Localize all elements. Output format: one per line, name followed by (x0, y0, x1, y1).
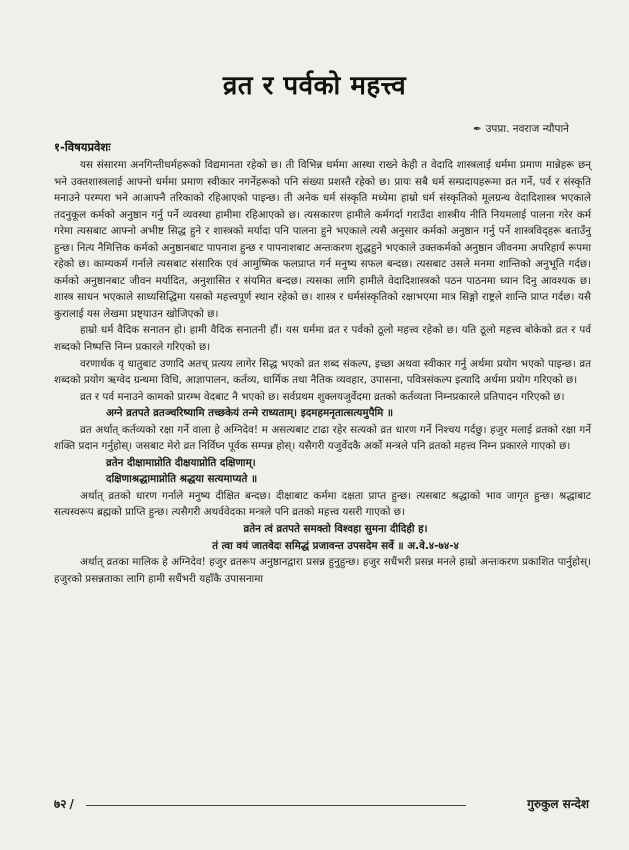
paragraph-meaning-3: अर्थात् व्रतका मालिक हे अग्निदेव! हजुर व्रतरूप अनुष्ठानद्वारा प्रसन्न हुनुहुन्छ। हजुर सधैंभरी प्रसन्न मनले हाम्रो अन्तःकरण प्रकाशित पार्नुहोस्। हजुरको प्रसन्नताका लागि हामी सधैंभरी यहाँकै उपासनामा (54, 556, 591, 585)
journal-name: गुरुकुल सन्देश (527, 797, 589, 811)
article-title: व्रत र पर्वको महत्त्व (222, 71, 407, 101)
paragraph-origin: व्रत र पर्व मनाउने कामको प्रारम्भ वेदबाट नै भएको छ। सर्वप्रथम शुक्लयजुर्वेदमा व्रतको कर्तव्यता निम्नप्रकारले प्रतिपादन गरिएको छ। (80, 390, 565, 403)
paragraph-vedic: हाम्रो धर्म वैदिक सनातन हो। हामी वैदिक सनातनी हौं। यस धर्ममा व्रत र पर्वको ठूलो महत्त्व रहेको छ। यति ठूलो महत्त्व बोकेको व्रत र पर्व शब्दको निष्पत्ति निम्न प्रकारले गरिएको छ। (54, 324, 591, 354)
verse-atharvaveda-line-2: तं त्वा वयं जातवेदः समिद्धं प्रजावन्त उपसदेम सर्वे ॥ अ.वे.४-७४-४ (212, 539, 459, 552)
section-heading: १-विषयप्रवेशः (54, 140, 111, 154)
pen-icon: ✒ (473, 124, 482, 135)
verse-atharvaveda-line-1: व्रतेन त्वं व्रतपते समक्तो विश्वहा सुमना दीदिही ह। (243, 523, 428, 536)
paragraph-meaning-1: व्रत अर्थात् कर्तव्यको रक्षा गर्ने वाला हे अग्निदेव! म असत्यबाट टाढा रहेर सत्यको व्रत धारण गर्ने निश्चय गर्दछु। हजुर मलाई व्रतको रक्षा गर्ने शक्ति प्रदान गर्नुहोस्। जसबाट मेरो व्रत निर्विघ्न पूर्वक सम्पन्न होस्। यसैगरी यजुर्वेदकै अर्को मन्त्रले पनि व्रतको महत्त्व निम्न प्रकारले गाएको छ। (54, 423, 591, 453)
author-name: उपप्रा. नवराज न्यौपाने (485, 123, 569, 135)
verse-diksha-line-2: दक्षिणाश्रद्धामाप्नोति श्रद्धया सत्यमाप्यते ॥ (106, 473, 258, 486)
verse-diksha-line-1: व्रतेन दीक्षामाप्नोति दीक्षयाप्नोति दक्षिणाम्। (106, 456, 256, 469)
page-number (54, 795, 74, 812)
page-separator: / (69, 797, 74, 811)
article-body (54, 157, 591, 587)
author-byline (473, 122, 569, 136)
page-number-value: ७२ (54, 797, 67, 811)
paragraph-intro: यस संसारमा अनगिन्तीधर्महरूको विद्यमानता रहेको छ। ती विभिन्न धर्ममा आस्था राख्ने केही त वेदादि शास्त्रलाई धर्ममा प्रमाण मान्नेहरू छन् भने उक्तशास्त्रलाई आफ्नो धर्ममा प्रमाण स्वीकार नगर्नेहरूको पनि संख्या प्रशस्तै रहेको छ। प्रायः सबै धर्म सम्प्रदायहरूमा व्रत गर्ने, पर्व र संस्कृति मनाउने परम्परा भने आआफ्नै तरिकाको रहिआएको पाइन्छ। ती अनेक धर्म संस्कृति मध्येमा हाम्रो धर्म संस्कृतिको मूलग्रन्थ वेदादिशास्त्र भएकाले तदनुकूल कर्मको अनुष्ठान गर्नु पर्ने व्यवस्था हामीमा रहिआएको छ। त्यसकारण हामीले कर्मगर्दा गराउँदा शास्त्रीय नीति नियमलाई पालना गरेर कर्म गरेमा त्यसबाट आफ्नो अभीष्ट सिद्ध हुने र शास्त्रको मर्यादा पनि पालना हुने भएकाले त्यसै अनुसार कर्मको अनुष्ठान गर्नु पर्ने शास्त्रविद्हरू बताउँनु हुन्छ। नित्य नैमित्तिक कर्मको अनुष्ठानबाट पापनाश हुन्छ र पापनाशबाट अन्तःकरण शुद्धहुने भएकाले उक्तकर्मको अनुष्ठान जीवनमा अपरिहार्य रूपमा रहेको छ। काम्यकर्म गर्नाले त्यसबाट संसारिक एवं आमुष्मिक फलप्राप्त गर्न मनुष्य सफल बन्दछ। त्यसबाट उसले मनमा शान्तिको अनुभूति गर्दछ। कर्मको अनुष्ठानबाट जीवन मर्यादित, अनुशासित र संयमित बन्दछ। त्यसका लागि हामीले वेदादिशास्त्रको पठन पाठनमा ध्यान दिनु आवश्यक छ। शास्त्र साधन भएकाले साध्यसिद्धिमा यसको महत्त्वपूर्ण स्थान रहेको छ। शास्त्र र धर्मसंस्कृतिको रक्षाभएमा मात्र सिङ्गो राष्ट्रले शान्ति प्राप्त गर्दछ। यसै कुरालाई यस लेखमा प्रष्ट्याउन खोजिएको छ। (54, 159, 591, 320)
footer-rule (86, 805, 466, 806)
verse-yajurveda: अग्ने व्रतपते व्रतञ्चरिष्यामि तच्छकेयं तन्मे राध्यताम्। इदमहमनृतात्सत्यमुपैमि ॥ (106, 407, 394, 420)
paragraph-meaning-2: अर्थात् व्रतको धारण गर्नाले मनुष्य दीक्षित बन्दछ। दीक्षाबाट कर्ममा दक्षता प्राप्त हुन्छ। त्यसबाट श्रद्धाको भाव जागृत हुन्छ। श्रद्धाबाट सत्यस्वरूप ब्रह्मको प्राप्ति हुन्छ। त्यसैगरी अथर्ववेदका मन्त्रले पनि व्रतको महत्त्व यसरी गाएको छ। (54, 489, 591, 519)
paragraph-etymology: वरणार्थक वृ धातुबाट उणादि अतच् प्रत्यय लागेर सिद्ध भएको व्रत शब्द संकल्प, इच्छा अथवा स्वीकार गर्नु अर्थमा प्रयोग भएको पाइन्छ। व्रत शब्दको प्रयोग ऋग्वेद ग्रन्थमा विधि, आज्ञापालन, कर्तव्य, धार्मिक तथा नैतिक व्यवहार, उपासना, पवित्रसंकल्प इत्यादि अर्थमा प्रयोग गरिएको छ। (54, 357, 591, 387)
